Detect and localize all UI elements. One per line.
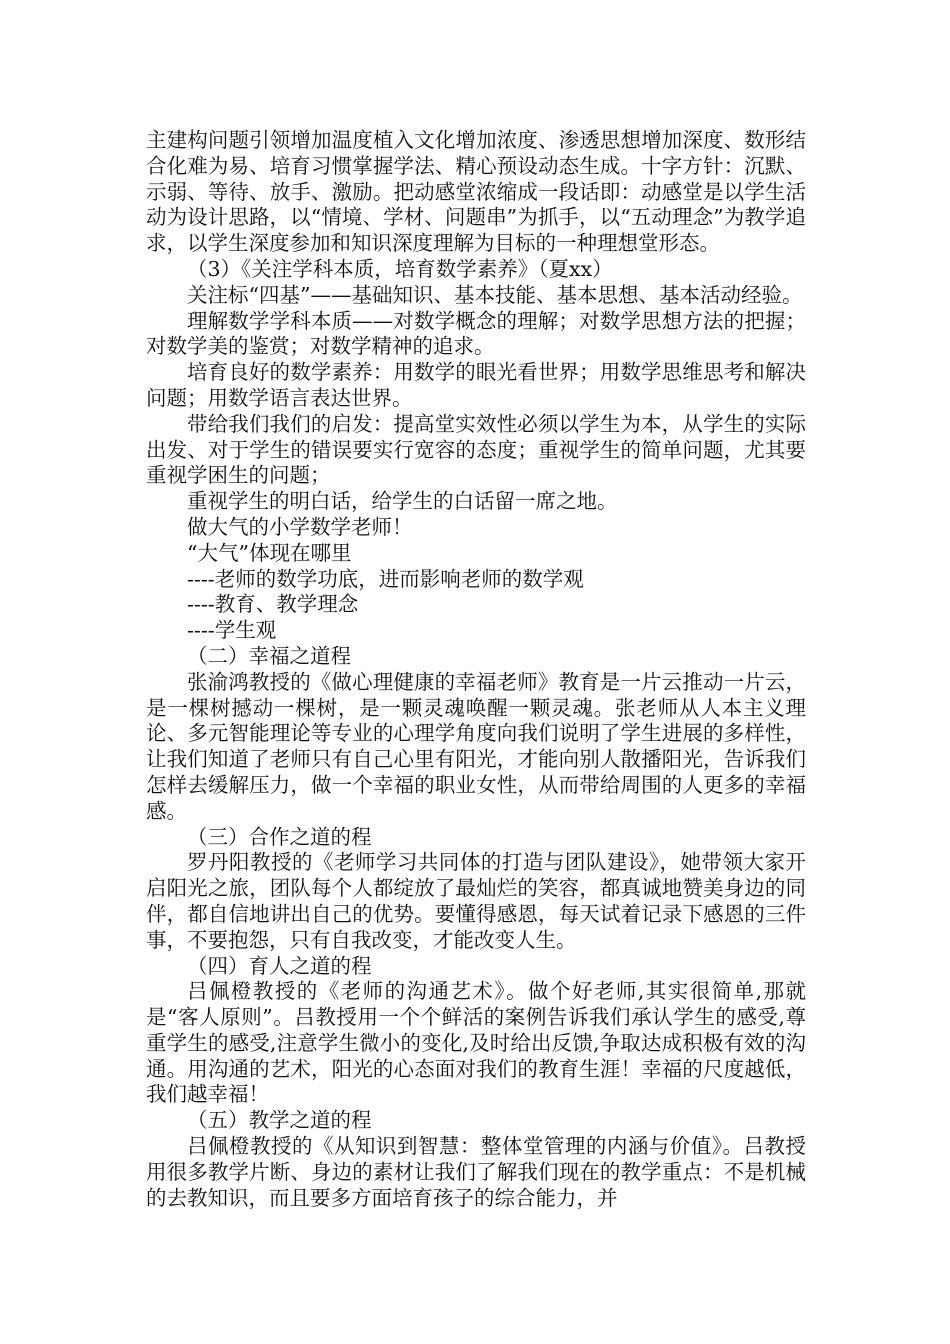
paragraph: 带给我们我们的启发：提高堂实效性必须以学生为本，从学生的实际出发、对于学生的错误要实行宽容的态度；重视学生的简单问题，尤其要重视学困生的问题； [146, 411, 806, 488]
paragraph: 做大气的小学数学老师！ [187, 514, 413, 539]
list-item: ----老师的数学功底，进而影响老师的数学观 [187, 566, 584, 591]
section-heading: （四）育人之道的程 [187, 953, 372, 978]
list-item: ----学生观 [187, 618, 277, 643]
paragraph: 理解数学学科本质——对数学概念的理解；对数学思想方法的把握；对数学美的鉴赏；对数学精神的追求。 [146, 308, 806, 359]
section-heading: （三）合作之道的程 [187, 824, 372, 849]
section-heading: （五）教学之道的程 [187, 1108, 372, 1133]
section-heading: （3）《关注学科本质，培育数学素养》（夏xx） [187, 256, 613, 281]
paragraph: 主建构问题引领增加温度植入文化增加浓度、渗透思想增加深度、数形结合化难为易、培育习惯掌握学法、精心预设动态生成。十字方针：沉默、示弱、等待、放手、激励。把动感堂浓缩成一段话即：动感堂是以学生活动为设计思路，以“情境、学材、问题串”为抓手，以“五动理念”为教学追求，以学生深度参加和知识深度理解为目标的一种理想堂形态。 [146, 128, 806, 256]
paragraph: 吕佩橙教授的《从知识到智慧：整体堂管理的内涵与价值》。吕教授用很多教学片断、身边的素材让我们了解我们现在的教学重点：不是机械的去教知识，而且要多方面培育孩子的综合能力，并 [146, 1134, 806, 1210]
paragraph: 张渝鸿教授的《做心理健康的幸福老师》教育是一片云推动一片云，是一棵树撼动一棵树，是一颗灵魂唤醒一颗灵魂。张老师从人本主义理论、多元智能理论等专业的心理学角度向我们说明了学生进展的多样性，让我们知道了老师只有自己心里有阳光，才能向别人散播阳光，告诉我们怎样去缓解压力，做一个幸福的职业女性，从而带给周围的人更多的幸福感。 [146, 669, 806, 823]
paragraph: 关注标“四基”——基础知识、基本技能、基本思想、基本活动经验。 [187, 282, 803, 307]
document-body [146, 128, 806, 1211]
paragraph: 吕佩橙教授的《老师的沟通艺术》。做个好老师,其实很简单,那就是“客人原则”。吕教授用一个个鲜活的案例告诉我们承认学生的感受,尊重学生的感受,注意学生微小的变化,及时给出反馈,争取达成积极有效的沟通。用沟通的艺术，阳光的心态面对我们的教育生涯！幸福的尺度越低，我们越幸福！ [146, 979, 806, 1107]
paragraph: 培育良好的数学素养：用数学的眼光看世界；用数学思维思考和解决问题；用数学语言表达世界。 [146, 360, 806, 410]
list-item: ----教育、教学理念 [187, 592, 359, 617]
section-heading: （二）幸福之道程 [187, 643, 351, 668]
paragraph: 重视学生的明白话，给学生的白话留一席之地。 [187, 489, 618, 514]
paragraph: 罗丹阳教授的《老师学习共同体的打造与团队建设》，她带领大家开启阳光之旅，团队每个人都绽放了最灿烂的笑容，都真诚地赞美身边的同伴，都自信地讲出自己的优势。要懂得感恩，每天试着记录下感恩的三件事，不要抱怨，只有自我改变，才能改变人生。 [146, 850, 806, 952]
paragraph: “大气”体现在哪里 [187, 540, 352, 565]
